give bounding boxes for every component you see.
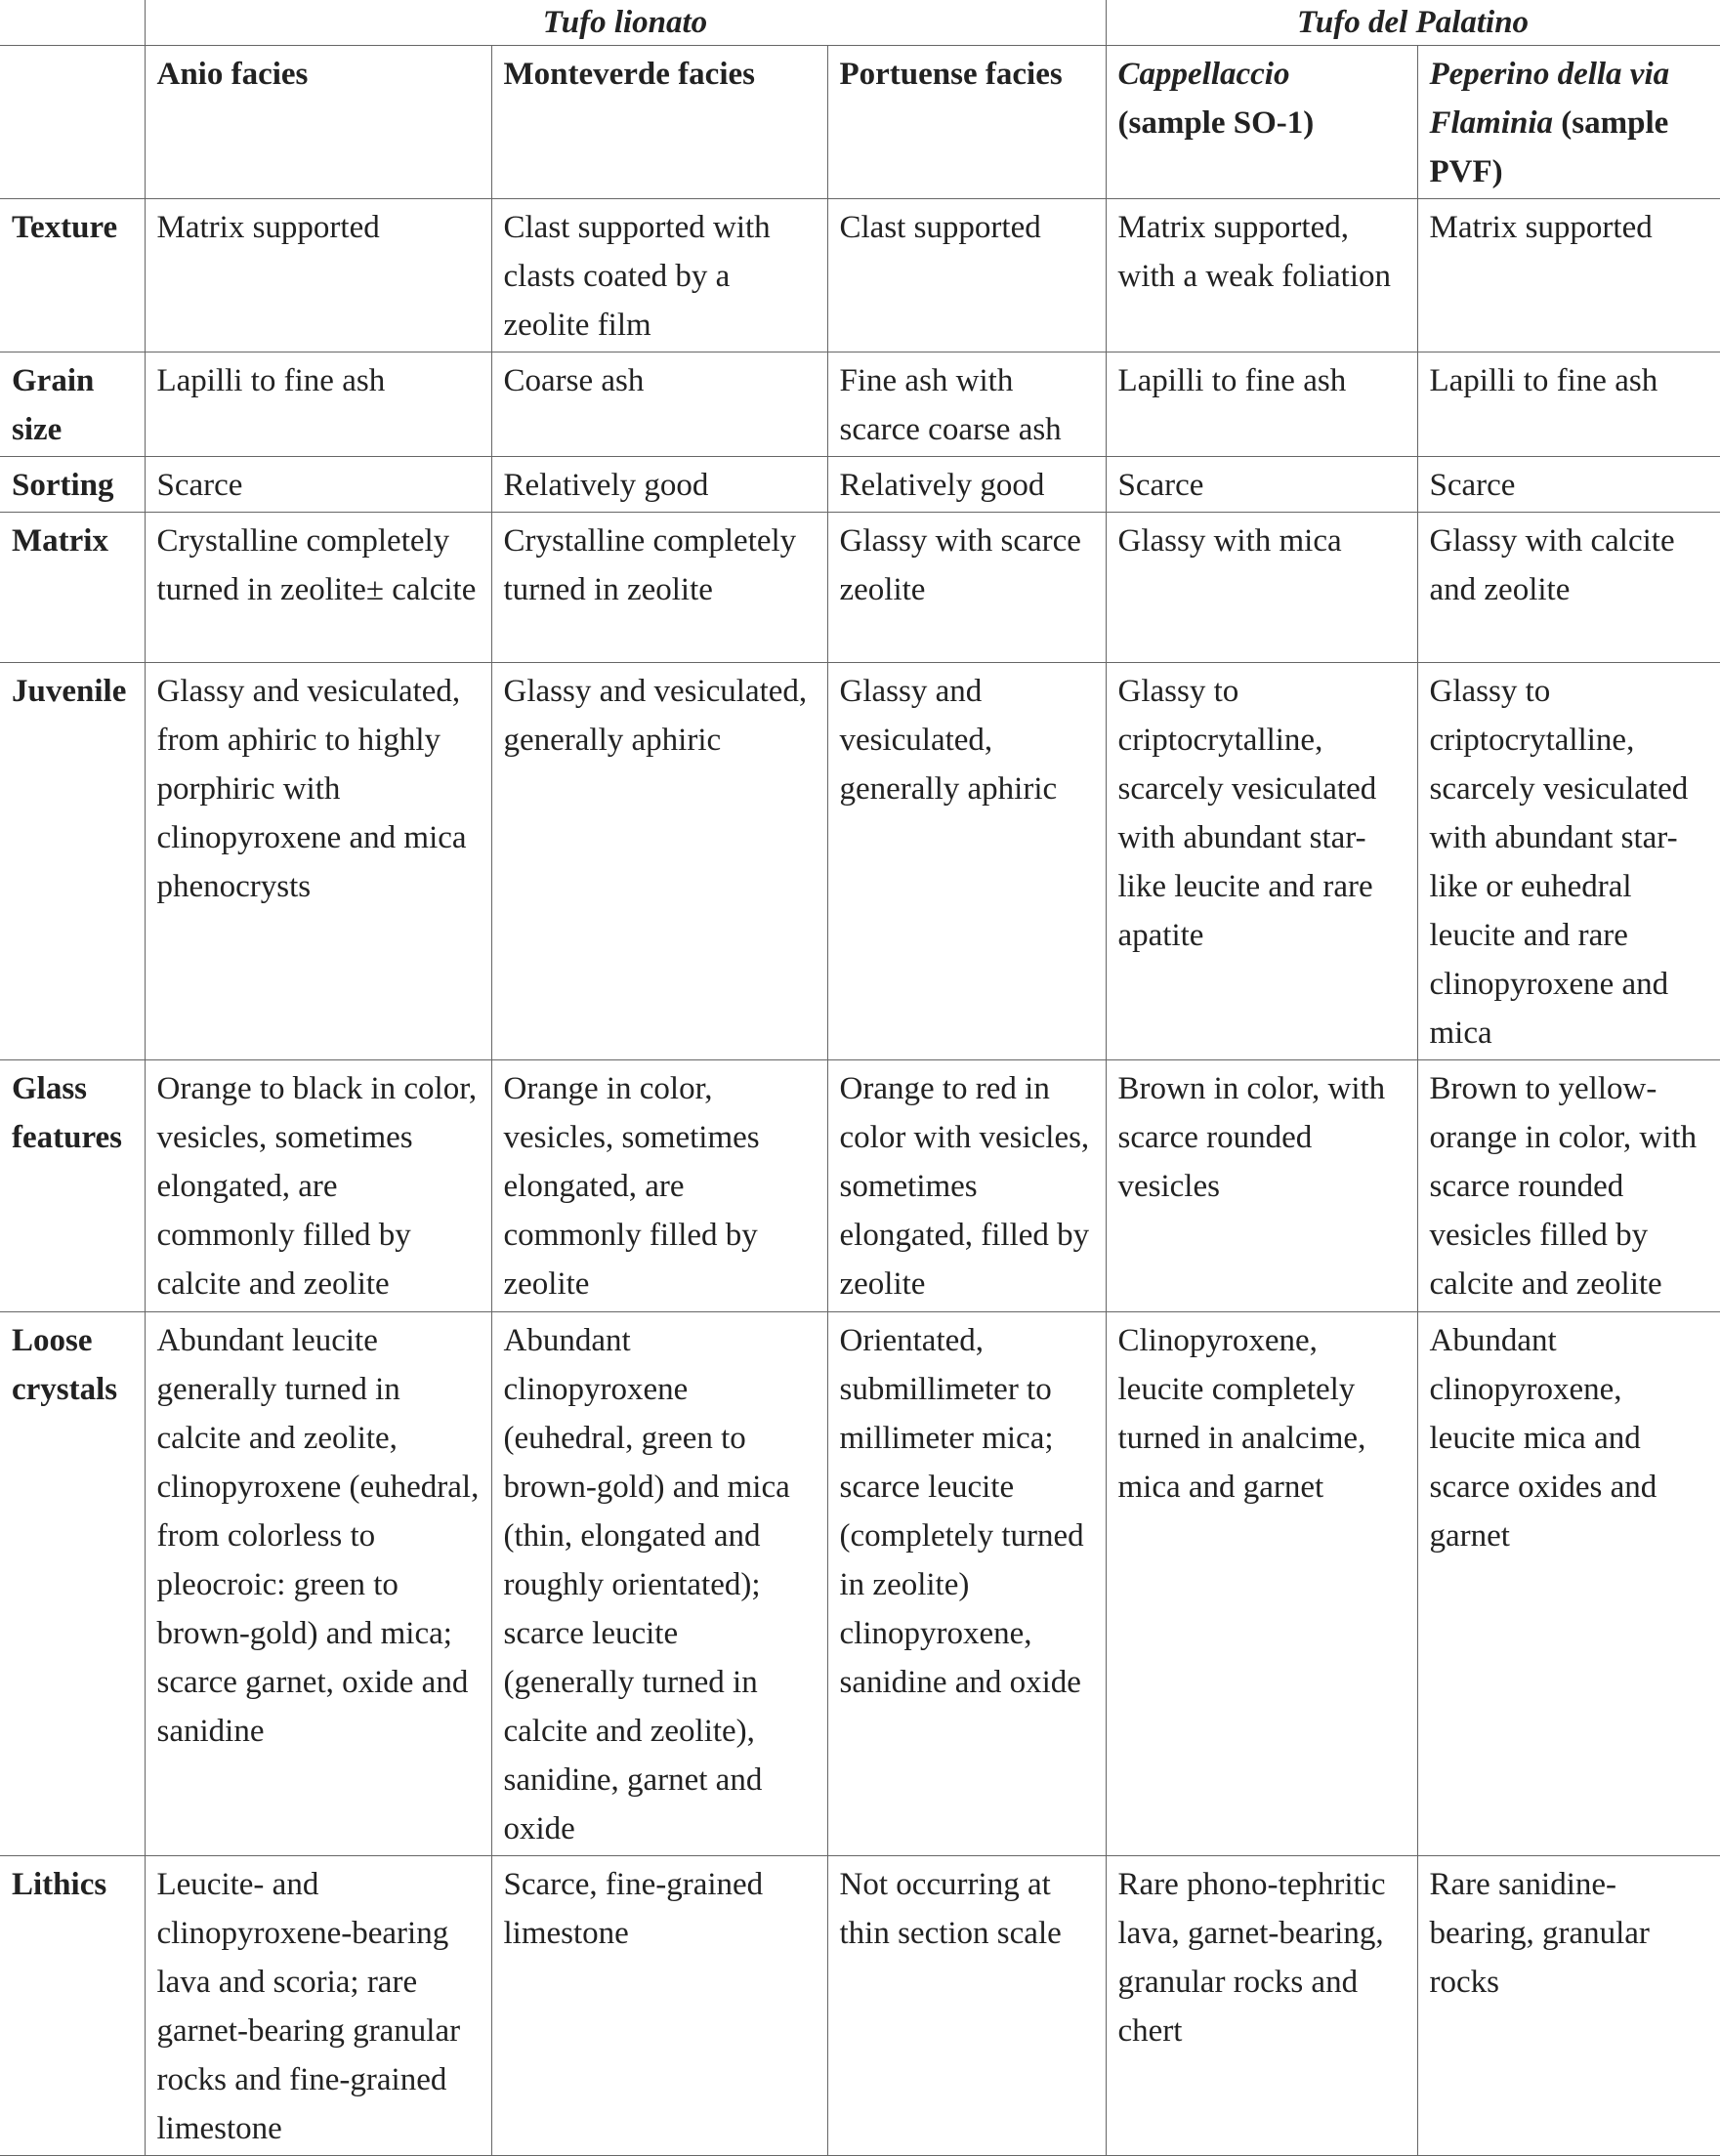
- column-header: [1417, 46, 1720, 199]
- table-body: [0, 199, 1720, 2156]
- table-cell: Brown in color, with scarce rounded vesicles: [1106, 1060, 1417, 1312]
- table-cell: Abundant clinopyroxene (euhedral, green to brown-gold) and mica (thin, elongated and roughly orientated); scarce leucite (generally turned in calcite and zeolite), sanidine, garnet and oxide: [491, 1312, 827, 1856]
- row-label: Juvenile: [0, 663, 145, 1060]
- row-label: Matrix: [0, 513, 145, 663]
- corner-cell: [0, 46, 145, 199]
- table-cell: Scarce: [1106, 457, 1417, 513]
- table-row: [0, 663, 1720, 1060]
- table-cell: Glassy and vesiculated, generally aphiric: [827, 663, 1106, 1060]
- table-row: [0, 199, 1720, 352]
- table-cell: Glassy to criptocrytalline, scarcely vesiculated with abundant star-like leucite and rare apatite: [1106, 663, 1417, 1060]
- table-row: [0, 1856, 1720, 2156]
- table-cell: Orange in color, vesicles, sometimes elongated, are commonly filled by zeolite: [491, 1060, 827, 1312]
- table-row: [0, 1312, 1720, 1856]
- table-cell: Coarse ash: [491, 352, 827, 457]
- table-cell: Scarce, fine-grained limestone: [491, 1856, 827, 2156]
- table-cell: Glassy with calcite and zeolite: [1417, 513, 1720, 663]
- table-cell: Glassy with scarce zeolite: [827, 513, 1106, 663]
- table-cell: Lapilli to fine ash: [145, 352, 491, 457]
- table-cell: Lapilli to fine ash: [1106, 352, 1417, 457]
- table-cell: Matrix supported, with a weak foliation: [1106, 199, 1417, 352]
- table-cell: Crystalline completely turned in zeolite± calcite: [145, 513, 491, 663]
- table-cell: Abundant clinopyroxene, leucite mica and scarce oxides and garnet: [1417, 1312, 1720, 1856]
- table-row: [0, 513, 1720, 663]
- table-cell: Fine ash with scarce coarse ash: [827, 352, 1106, 457]
- column-header: [827, 46, 1106, 199]
- table-cell: Brown to yellow-orange in color, with scarce rounded vesicles filled by calcite and zeolite: [1417, 1060, 1720, 1312]
- row-label: Glass features: [0, 1060, 145, 1312]
- table-cell: Glassy with mica: [1106, 513, 1417, 663]
- row-label: Lithics: [0, 1856, 145, 2156]
- group-header-row: [0, 0, 1720, 46]
- table-cell: Scarce: [145, 457, 491, 513]
- table-cell: Lapilli to fine ash: [1417, 352, 1720, 457]
- table-cell: Crystalline completely turned in zeolite: [491, 513, 827, 663]
- table-cell: Glassy and vesiculated, generally aphiric: [491, 663, 827, 1060]
- table-cell: Clast supported: [827, 199, 1106, 352]
- column-header-italic: Cappellaccio: [1117, 57, 1290, 92]
- column-header-text: (sample PVF): [1429, 105, 1669, 189]
- table-row: [0, 352, 1720, 457]
- table-cell: Abundant leucite generally turned in calcite and zeolite, clinopyroxene (euhedral, from colorless to pleocroic: green to brown-gold) and mica; scarce garnet, oxide and sanidine: [145, 1312, 491, 1856]
- table-cell: Matrix supported: [1417, 199, 1720, 352]
- table-cell: Rare sanidine-bearing, granular rocks: [1417, 1856, 1720, 2156]
- column-header-text: (sample SO-1): [1117, 105, 1315, 141]
- table-cell: Rare phono-tephritic lava, garnet-bearing, granular rocks and chert: [1106, 1856, 1417, 2156]
- table-cell: Relatively good: [491, 457, 827, 513]
- column-header-row: [0, 46, 1720, 199]
- corner-cell: [0, 0, 145, 46]
- table-cell: Matrix supported: [145, 199, 491, 352]
- table-cell: Clast supported with clasts coated by a zeolite film: [491, 199, 827, 352]
- table-row: [0, 457, 1720, 513]
- row-label: Sorting: [0, 457, 145, 513]
- column-header: [491, 46, 827, 199]
- column-header: [1106, 46, 1417, 199]
- table-cell: Glassy to criptocrytalline, scarcely vesiculated with abundant star-like or euhedral leucite and rare clinopyroxene and mica: [1417, 663, 1720, 1060]
- row-label: Grain size: [0, 352, 145, 457]
- column-header: [145, 46, 491, 199]
- table-cell: Orange to red in color with vesicles, sometimes elongated, filled by zeolite: [827, 1060, 1106, 1312]
- table-cell: Leucite- and clinopyroxene-bearing lava and scoria; rare garnet-bearing granular rocks and fine-grained limestone: [145, 1856, 491, 2156]
- table-cell: Glassy and vesiculated, from aphiric to highly porphiric with clinopyroxene and mica phenocrysts: [145, 663, 491, 1060]
- table-cell: Scarce: [1417, 457, 1720, 513]
- column-header-italic: Peperino della via Flaminia: [1429, 57, 1670, 141]
- table-cell: Orientated, submillimeter to millimeter mica; scarce leucite (completely turned in zeolite) clinopyroxene, sanidine and oxide: [827, 1312, 1106, 1856]
- table-row: [0, 1060, 1720, 1312]
- row-label: Loose crystals: [0, 1312, 145, 1856]
- group-header-tufo-lionato: Tufo lionato: [145, 0, 1106, 46]
- group-header-tufo-del-palatino: Tufo del Palatino: [1106, 0, 1720, 46]
- column-header-text: Portuense facies: [839, 57, 1063, 92]
- table-cell: Orange to black in color, vesicles, sometimes elongated, are commonly filled by calcite and zeolite: [145, 1060, 491, 1312]
- table-cell: Relatively good: [827, 457, 1106, 513]
- table-cell: Not occurring at thin section scale: [827, 1856, 1106, 2156]
- column-header-text: Monteverde facies: [503, 57, 755, 92]
- column-header-text: Anio facies: [156, 57, 309, 92]
- table-cell: Clinopyroxene, leucite completely turned in analcime, mica and garnet: [1106, 1312, 1417, 1856]
- row-label: Texture: [0, 199, 145, 352]
